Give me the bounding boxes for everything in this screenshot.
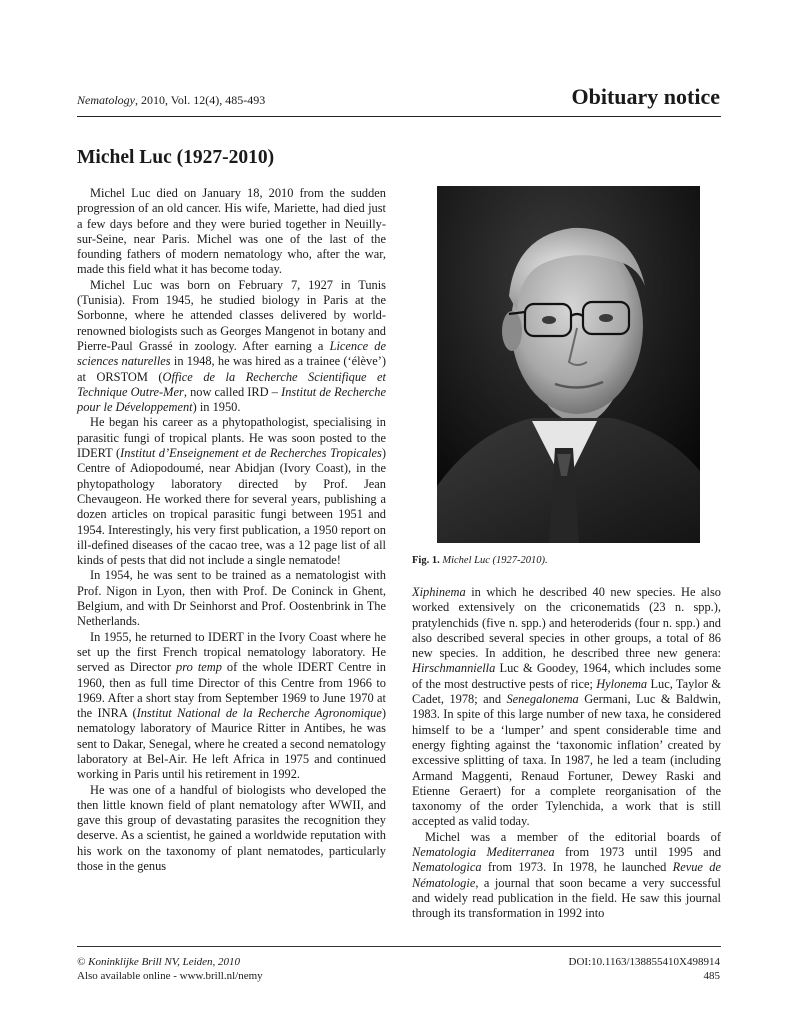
figure-caption-text: Michel Luc (1927-2010).: [442, 555, 548, 566]
paragraph-2: Michel Luc was born on February 7, 1927 in Tunis (Tunisia). From 1945, he studied biology in Paris at the Sorbonne, where he attended classes delivered by world-renowned biologists such as Georges Mangenot in botany and Pierre-Paul Grassé in zoology. After earning a Licence de sciences naturelles in 1948, he was hired as a trainee (‘élève’) at ORSTOM (Office de la Recherche Scientifique et Technique Outre-Mer, now called IRD – Institut de Recherche pour le Développement) in 1950.: [77, 277, 386, 415]
header-divider: [77, 116, 721, 117]
paragraph-6: He was one of a handful of biologists who developed the then little known field of plant nematology after WWII, and gave this group of devastating parasites the recognition they deserve. As a scientist, he gained a worldwide reputation with his work on the taxonomy of plant nematodes, particularly those in the genus: [77, 782, 386, 874]
figure-caption: [412, 554, 548, 567]
paragraph-7: Xiphinema in which he described 40 new species. He also worked extensively on the criconematids (23 n. spp.), pratylenchids (five n. spp.) and heteroderids (four n. spp.) and also described several species in other groups, a total of 86 new species. In addition, he described three new genera: Hirschmanniella Luc & Goodey, 1964, which includes some of the most destructive pests of rice; Hylonema Luc, Taylor & Cadet, 1978; and Senegalonema Germani, Luc & Baldwin, 1983. In spite of this large number of new taxa, he considered himself to be a ‘lumper’ and spent considerable time and energy fighting against the ‘taxonomic inflation’ created by excessive splitting of taxa. In 1987, he led a team (including Armand Maggenti, Renaud Fortuner, Dewey Raski and Etienne Geraert) for a complete reorganisation of the taxonomy of the order Tylenchida, a work that is still accepted as valid today.: [412, 585, 722, 829]
online-availability: Also available online - www.brill.nl/nemy: [77, 970, 263, 982]
footer-divider: [77, 946, 721, 947]
paragraph-3: He began his career as a phytopathologist, specialising in parasitic fungi of tropical plants. He was soon posted to the IDERT (Institut d’Enseignement et de Recherches Tropicales) Centre of Adiopodoumé, near Abidjan (Ivory Coast), in the phytopathology laboratory directed by Prof. Jean Chevaugeon. He worked there for several years, publishing a dozen articles on tropical parasitic fungi between 1951 and 1954. Interestingly, his very first publication, a 1950 report on ill-defined diseases of the cacao tree, was a 12 page list of all kinds of pests that did not include a single nematode!: [77, 415, 387, 568]
journal-details: , 2010, Vol. 12(4), 485-493: [135, 93, 266, 107]
paragraph-4: In 1954, he was sent to be trained as a nematologist with Prof. Nigon in Lyon, then with Prof. De Coninck in Ghent, Belgium, and with Dr Seinhorst and Prof. Oostenbrink in The Netherlands.: [77, 568, 386, 629]
portrait-photo: [437, 186, 700, 543]
left-column: [77, 186, 386, 874]
figure-label: Fig. 1.: [412, 555, 440, 566]
paragraph-1: Michel Luc died on January 18, 2010 from the sudden progression of an old cancer. His wife, Mariette, had died just a few days before and they were buried together in Neuilly-sur-Seine, near Paris. Michel was one of the last of the founding fathers of modern nematology who, after the war, made this field what it has become today.: [77, 186, 386, 277]
article-type: Obituary notice: [571, 84, 720, 109]
right-column: [412, 585, 721, 922]
page-number: 485: [703, 970, 720, 982]
running-header-citation: [77, 93, 265, 107]
footer-right: [569, 955, 720, 983]
footer-left: [77, 955, 263, 983]
article-title: Michel Luc (1927-2010): [77, 147, 275, 168]
doi: DOI:10.1163/138855410X498914: [568, 956, 720, 968]
paragraph-5: In 1955, he returned to IDERT in the Ivory Coast where he set up the first French tropical nematology laboratory. He served as Director pro temp of the whole IDERT Centre in 1960, then as full time Director of this Centre from 1966 to 1969. After a short stay from September 1969 to June 1970 at the INRA (Institut National de la Recherche Agronomique) nematology laboratory of Maurice Ritter in Antibes, he was sent to Dakar, Senegal, where he created a second nematology laboratory at Bel-Air. He left Africa in 1975 and continued working in Paris until his retirement in 1992.: [77, 629, 387, 782]
journal-name: Nematology: [77, 93, 135, 107]
paragraph-8: Michel was a member of the editorial boards of Nematologia Mediterranea from 1973 until 1995 and Nematologica from 1973. In 1978, he launched Revue de Nématologie, a journal that soon became a very successful and widely read publication in the field. He saw this journal through its transformation in 1992 into: [412, 829, 721, 921]
copyright-notice: © Koninklijke Brill NV, Leiden, 2010: [77, 956, 241, 968]
